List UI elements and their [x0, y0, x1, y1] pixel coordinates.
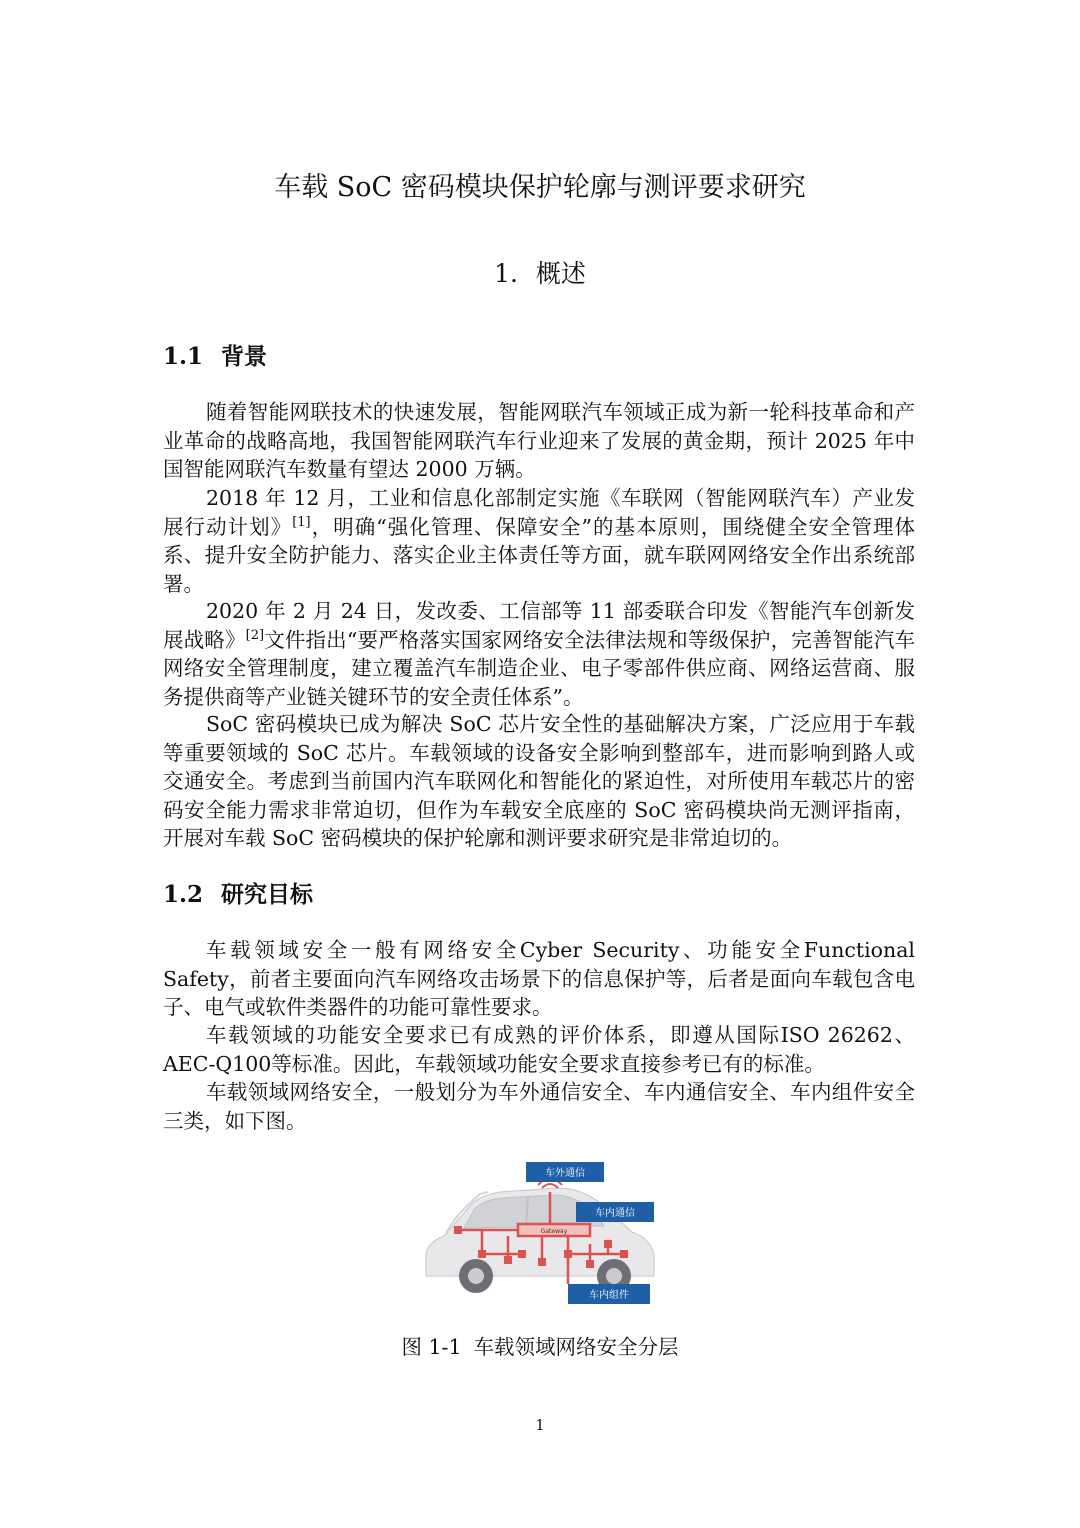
document-title: 车载 SoC 密码模块保护轮廓与测评要求研究 — [274, 172, 806, 203]
paragraph-background-3 — [163, 597, 915, 711]
paragraph-text: 2018 年 12 月，工业和信息化部制定实施《车联网（智能网联汽车）产业发展行动计划》 — [163, 486, 915, 539]
paragraph-text: ，明确“强化管理、保障安全”的基本原则，围绕健全安全管理体系、提升安全防护能力、落实企业主体责任等方面，就车联网网络安全作出系统部署。 — [163, 514, 916, 596]
figure-caption — [0, 1332, 1080, 1362]
paragraph-text: 2020 年 2 月 24 日，发改委、工信部等 11 部委联合印发《智能汽车创新发展战略》 — [163, 599, 915, 652]
figure-caption-text: 车载领域网络安全分层 — [473, 1335, 679, 1359]
citation-ref: [2] — [245, 627, 265, 643]
chapter-title: 概述 — [535, 259, 586, 288]
rear-wheel-hub — [468, 1268, 484, 1284]
label-in-vehicle-component: 车内组件 — [589, 1290, 629, 1301]
paragraph-text: 文件指出“要严格落实国家网络安全法律法规和等级保护，完善智能汽车网络安全管理制度，建立覆盖汽车制造企业、电子零部件供应商、网络运营商、服务提供商等产业链关键环节的安全责任体系”。 — [163, 627, 915, 709]
section-title: 背景 — [221, 343, 267, 370]
citation-ref: [1] — [292, 514, 311, 530]
paragraph-goal-2: 车载领域的功能安全要求已有成熟的评价体系，即遵从国际ISO 26262、AEC-Q100等标准。因此，车载领域功能安全要求直接参考已有的标准。 — [163, 1023, 915, 1076]
section-number: 1.1 — [163, 343, 204, 370]
chapter-heading — [0, 256, 1080, 292]
front-wheel-hub — [606, 1268, 622, 1284]
paragraph-goal-1: 车载领域安全一般有网络安全Cyber Security、功能安全Functional Safety，前者主要面向汽车网络攻击场景下的信息保护等，后者是面向车载包含电子、电气或软件类器件的功能可靠性要求。 — [163, 938, 915, 1019]
paragraph-background-4: SoC 密码模块已成为解决 SoC 芯片安全性的基础解决方案，广泛应用于车载等重要领域的 SoC 芯片。车载领域的设备安全影响到整部车，进而影响到路人或交通安全。考虑到当前国内汽车联网化和智能化的紧迫性，对所使用车载芯片的密码安全能力需求非常迫切，但作为车载安全底座的 SoC 密码模块尚无测评指南，开展对车载 SoC 密码模块的保护轮廓和测评要求研究是非常迫切的。 — [163, 712, 915, 850]
section-heading-1-1 — [163, 340, 267, 374]
paragraph-background-2 — [163, 484, 915, 598]
paragraph-background-1: 随着智能网联技术的快速发展，智能网联汽车领域正成为新一轮科技革命和产业革命的战略高地，我国智能网联汽车行业迎来了发展的黄金期，预计 2025 年中国智能网联汽车数量有望达 2000 万辆。 — [163, 400, 915, 481]
figure-caption-number: 图 1-1 — [401, 1335, 462, 1359]
section-heading-1-2 — [163, 878, 313, 912]
section-title: 研究目标 — [221, 881, 313, 908]
gateway-label: Gateway — [540, 1228, 568, 1235]
paragraph-goal-3: 车载领域网络安全，一般划分为车外通信安全、车内通信安全、车内组件安全三类，如下图。 — [163, 1080, 915, 1133]
figure-vehicle-network-layers — [418, 1158, 658, 1308]
page-number: 1 — [535, 1416, 545, 1434]
label-external-communication: 车外通信 — [545, 1168, 585, 1179]
chapter-number: 1. — [494, 259, 518, 288]
label-in-vehicle-communication: 车内通信 — [595, 1208, 635, 1219]
car-network-illustration — [418, 1158, 658, 1308]
section-number: 1.2 — [163, 881, 204, 908]
